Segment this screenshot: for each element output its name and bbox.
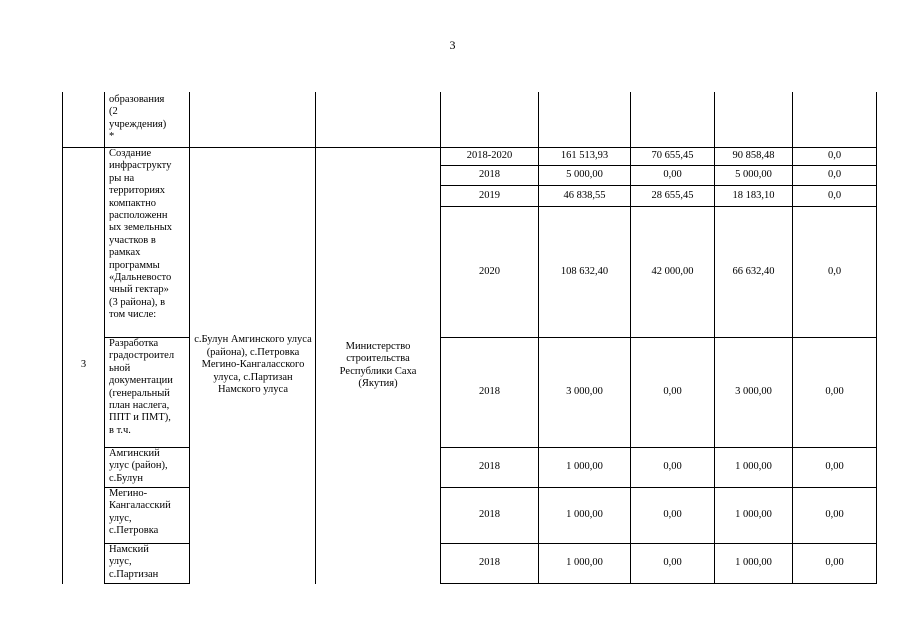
republic-cell: 1 000,00 xyxy=(735,509,772,521)
year-cell: 2020 xyxy=(479,265,500,277)
year-cell: 2018 xyxy=(479,386,500,398)
page-number: 3 xyxy=(449,38,456,52)
total-cell: 1 000,00 xyxy=(566,461,603,473)
republic-cell: 1 000,00 xyxy=(735,461,772,473)
total-cell: 5 000,00 xyxy=(566,169,603,181)
subrow-name: Мегино- Кангаласский улус, с.Петровка xyxy=(109,488,171,537)
federal-cell: 42 000,00 xyxy=(651,265,694,277)
executor-text: Министерство строительства Республики Саха (Якутия) xyxy=(339,340,417,389)
local-cell: 0,00 xyxy=(825,509,844,521)
subrow-name: Разработка градостроител ьной документации (генеральный план наслега, ППТ и ПМТ), в т.ч. xyxy=(109,338,175,436)
local-cell: 0,0 xyxy=(827,150,842,162)
federal-cell: 0,00 xyxy=(663,386,682,398)
federal-cell: 70 655,45 xyxy=(651,150,694,162)
year-cell: 2018 xyxy=(479,461,500,473)
federal-cell: 0,00 xyxy=(663,509,682,521)
subrow-name: Создание инфраструкту ры на территориях компактно расположенн ых земельных участков в рамках программы «Дальневосто чный гектар» (3 района), в том числе: xyxy=(109,148,172,321)
location-text: с.Булун Амгинского улуса (района), с.Петровка Мегино-Кангаласского улуса, с.Партизан Намского улуса xyxy=(194,334,312,396)
total-cell: 161 513,93 xyxy=(560,150,609,162)
local-cell: 0,00 xyxy=(825,557,844,569)
row-number: 3 xyxy=(80,359,87,371)
republic-cell: 3 000,00 xyxy=(735,386,772,398)
republic-cell: 1 000,00 xyxy=(735,557,772,569)
republic-cell: 18 183,10 xyxy=(732,189,775,201)
total-cell: 1 000,00 xyxy=(566,509,603,521)
subrow-name: Амгинский улус (район), с.Булун xyxy=(109,448,168,484)
top-row-name: образования (2 учреждения) * xyxy=(109,94,167,143)
total-cell: 108 632,40 xyxy=(560,265,609,277)
year-cell: 2018 xyxy=(479,169,500,181)
total-cell: 1 000,00 xyxy=(566,557,603,569)
subrow-name: Намский улус, с.Партизан xyxy=(109,544,159,580)
local-cell: 0,00 xyxy=(825,461,844,473)
republic-cell: 90 858,48 xyxy=(732,150,775,162)
total-cell: 3 000,00 xyxy=(566,386,603,398)
local-cell: 0,0 xyxy=(827,169,842,181)
location-cell xyxy=(192,148,314,583)
federal-cell: 28 655,45 xyxy=(651,189,694,201)
federal-cell: 0,00 xyxy=(663,557,682,569)
year-cell: 2018-2020 xyxy=(466,150,513,162)
local-cell: 0,0 xyxy=(827,265,842,277)
local-cell: 0,0 xyxy=(827,189,842,201)
year-cell: 2018 xyxy=(479,557,500,569)
republic-cell: 5 000,00 xyxy=(735,169,772,181)
federal-cell: 0,00 xyxy=(663,461,682,473)
republic-cell: 66 632,40 xyxy=(732,265,775,277)
local-cell: 0,00 xyxy=(825,386,844,398)
year-cell: 2019 xyxy=(479,189,500,201)
year-cell: 2018 xyxy=(479,509,500,521)
federal-cell: 0,00 xyxy=(663,169,682,181)
total-cell: 46 838,55 xyxy=(563,189,606,201)
executor-cell xyxy=(325,148,431,583)
